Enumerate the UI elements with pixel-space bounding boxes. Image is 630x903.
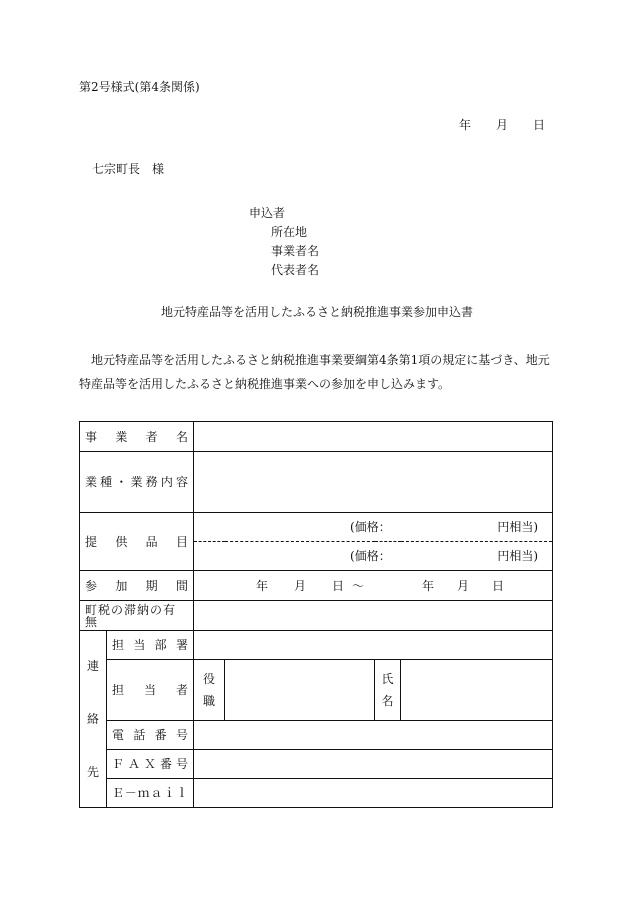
- contact-char-3: 先: [86, 765, 99, 779]
- date-month-label: 月: [496, 118, 509, 132]
- period-label: 参 加 期 間: [80, 571, 194, 601]
- industry-field[interactable]: [194, 452, 553, 513]
- contact-label: [80, 631, 107, 808]
- contact-char-2: 絡: [86, 712, 99, 726]
- role-label: [194, 660, 225, 721]
- business-name-field[interactable]: [194, 422, 553, 452]
- row-fax: [80, 750, 553, 779]
- name-char-2: 名: [381, 694, 394, 708]
- price-close-1: 円相当): [497, 520, 538, 534]
- price-open-1: (価格：: [350, 520, 391, 534]
- document-title: 地元特産品等を活用したふるさと納税推進事業参加申込書: [161, 305, 474, 319]
- applicant-label: 申込者: [249, 206, 286, 220]
- applicant-business-name-label: 事業者名: [271, 244, 320, 258]
- products-label: 提 供 品 目: [80, 513, 194, 571]
- form-number: 第2号様式(第4条関係): [79, 80, 200, 94]
- price-close-2: 円相当): [497, 549, 538, 563]
- row-business-name: [80, 422, 553, 452]
- addressee: 七宗町長 様: [92, 162, 165, 176]
- period-tilde: ～: [352, 578, 365, 593]
- person-label: 担当者: [107, 660, 194, 721]
- contact-char-1: 連: [86, 659, 99, 673]
- row-person-1: [80, 660, 553, 690]
- fax-field[interactable]: [194, 750, 553, 779]
- email-field[interactable]: [194, 779, 553, 808]
- row-product-1: [80, 513, 553, 542]
- row-phone: [80, 721, 553, 750]
- date-year-label: 年: [459, 118, 472, 132]
- role-field[interactable]: [225, 660, 375, 721]
- fax-label: ＦＡＸ番号: [107, 750, 194, 779]
- tax-arrears-label: 町税の滞納の有無: [80, 601, 194, 631]
- date-line: [459, 119, 545, 131]
- applicant-representative-label: 代表者名: [271, 263, 320, 277]
- phone-label: 電話番号: [107, 721, 194, 750]
- period-month-1: 月: [294, 578, 307, 593]
- row-dept: [80, 631, 553, 660]
- dept-label: 担当部署: [107, 631, 194, 660]
- row-tax-arrears: [80, 601, 553, 631]
- name-field[interactable]: [401, 660, 553, 721]
- industry-label: 業種・業務内容: [80, 452, 194, 513]
- applicant-address-label: 所在地: [271, 225, 308, 239]
- tax-arrears-field[interactable]: [194, 601, 553, 631]
- role-char-2: 職: [203, 694, 216, 708]
- period-year-2: 年: [422, 578, 435, 593]
- name-char-1: 氏: [381, 672, 394, 686]
- name-label: [375, 660, 401, 721]
- phone-field[interactable]: [194, 721, 553, 750]
- row-industry: [80, 452, 553, 513]
- period-field[interactable]: [194, 571, 553, 601]
- dept-field[interactable]: [194, 631, 553, 660]
- product-1-field[interactable]: [194, 513, 553, 542]
- row-email: [80, 779, 553, 808]
- period-day-2: 日: [492, 578, 505, 593]
- business-name-label: 事 業 者 名: [80, 422, 194, 452]
- period-year-1: 年: [256, 578, 269, 593]
- application-form-table: [79, 421, 553, 808]
- email-label: Ｅ－ｍａｉｌ: [107, 779, 194, 808]
- price-open-2: (価格：: [350, 549, 391, 563]
- role-char-1: 役: [203, 672, 216, 686]
- period-month-2: 月: [457, 578, 470, 593]
- body-paragraph: 地元特産品等を活用したふるさと納税推進事業要綱第4条第1項の規定に基づき、地元特産品等を活用したふるさと納税推進事業への参加を申し込みます。: [79, 353, 550, 391]
- date-day-label: 日: [533, 118, 546, 132]
- row-period: [80, 571, 553, 601]
- product-2-field[interactable]: [194, 542, 553, 571]
- period-day-1: 日: [332, 578, 345, 593]
